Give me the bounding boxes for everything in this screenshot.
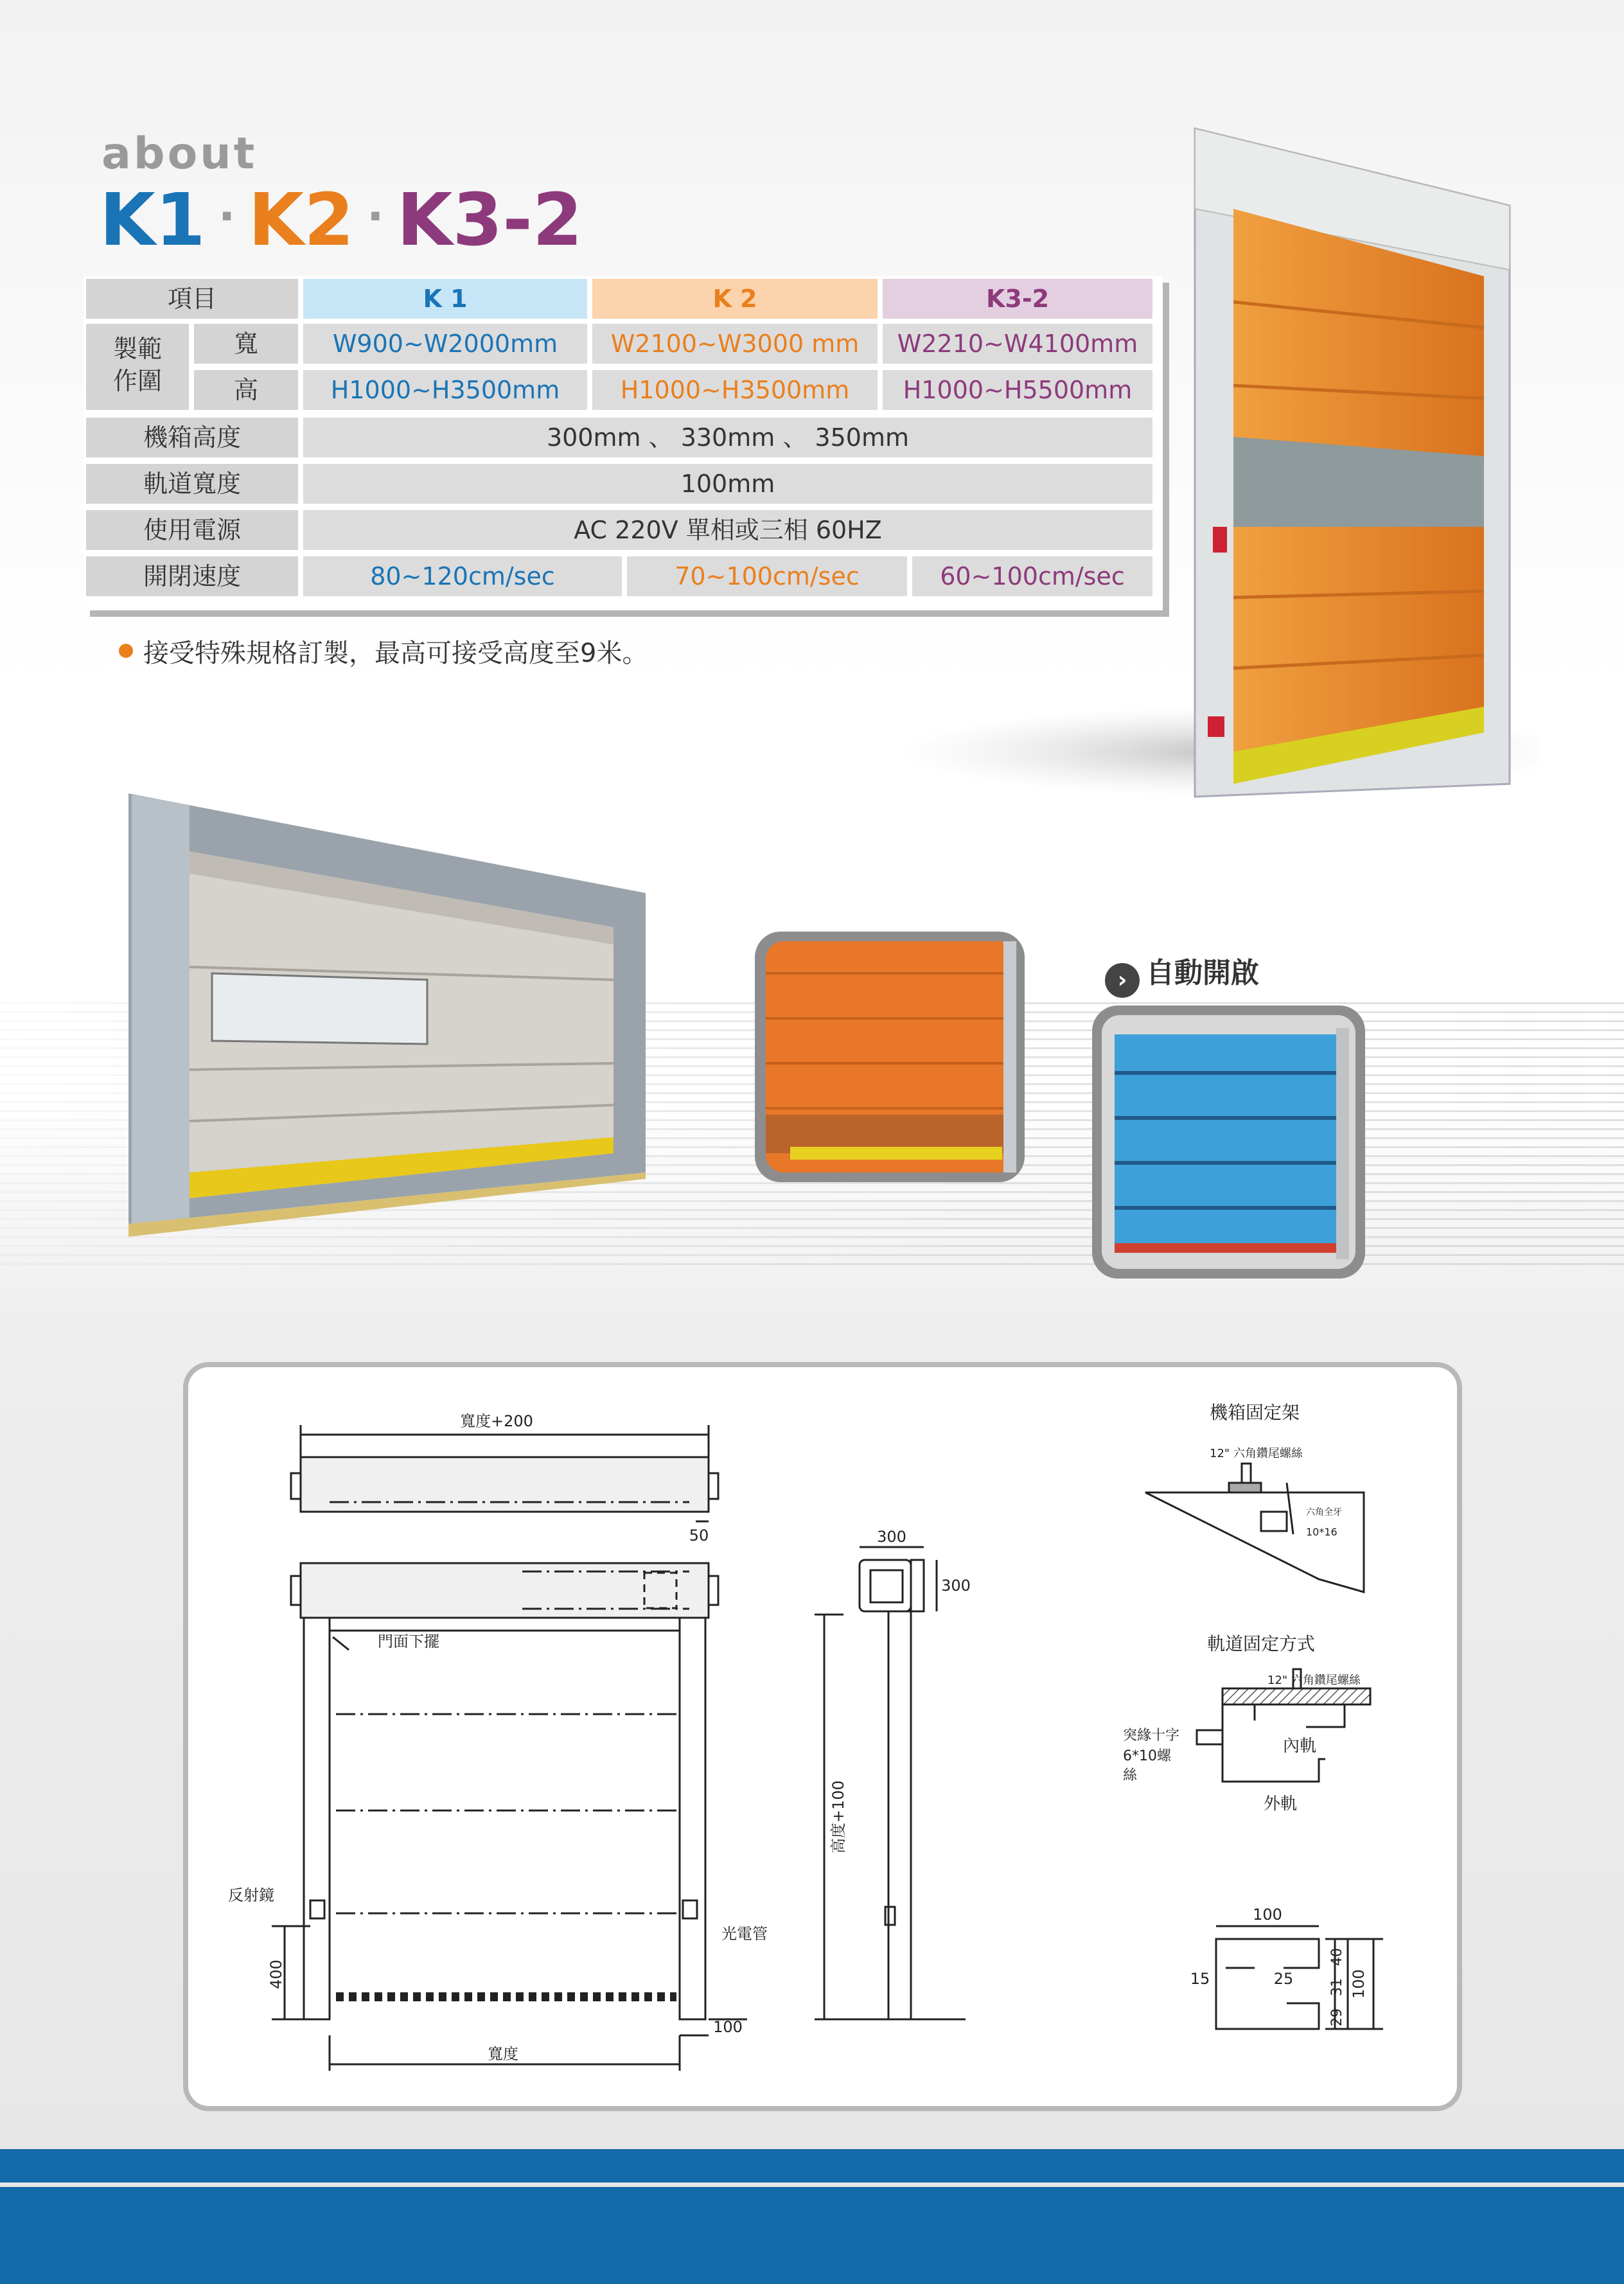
box-height-value: 300mm 、 330mm 、 350mm bbox=[303, 418, 1152, 457]
width-label: 寬 bbox=[194, 324, 298, 364]
width-k3: W2210~W4100mm bbox=[883, 324, 1152, 364]
dim-width: 寬度 bbox=[488, 2045, 518, 2063]
rail-width-value: 100mm bbox=[303, 464, 1152, 504]
cross-screw-line2: 6*10螺 bbox=[1123, 1748, 1171, 1764]
height-k3: H1000~H5500mm bbox=[883, 370, 1152, 410]
dim-29: 29 bbox=[1329, 2008, 1345, 2026]
hero-door-photo bbox=[835, 116, 1542, 810]
dim-100-rail: 100 bbox=[1253, 1906, 1282, 1924]
footer-band-bottom bbox=[0, 2187, 1624, 2284]
outer-rail-label: 外軌 bbox=[1263, 1794, 1298, 1814]
title-sep-2: · bbox=[367, 190, 384, 243]
dim-300-side: 300 bbox=[941, 1577, 971, 1595]
about-label: about bbox=[102, 128, 258, 179]
dim-100-bottom: 100 bbox=[713, 2018, 743, 2036]
header-k3: K3-2 bbox=[883, 279, 1152, 319]
box-height-label: 機箱高度 bbox=[86, 418, 298, 457]
dim-400: 400 bbox=[267, 1960, 285, 1989]
power-label: 使用電源 bbox=[86, 510, 298, 550]
height-k1: H1000~H3500mm bbox=[303, 370, 587, 410]
hex-label: 六角全牙 bbox=[1306, 1507, 1342, 1518]
special-order-note bbox=[119, 633, 648, 669]
header-item: 項目 bbox=[86, 279, 298, 319]
box-bracket-title: 機箱固定架 bbox=[1209, 1402, 1300, 1423]
dim-300-top: 300 bbox=[877, 1528, 906, 1546]
range-label-top: 製範 bbox=[112, 335, 162, 363]
rail-fix-title: 軌道固定方式 bbox=[1206, 1633, 1316, 1654]
reflector-label: 反射鏡 bbox=[228, 1886, 274, 1904]
dim-height-plus-100: 高度+100 bbox=[829, 1780, 847, 1854]
chevron-right-icon: › bbox=[1105, 963, 1140, 998]
title-k2: K2 bbox=[248, 179, 355, 262]
rail-width-label: 軌道寬度 bbox=[86, 464, 298, 504]
dim-25: 25 bbox=[1273, 1970, 1294, 1988]
dim-15: 15 bbox=[1190, 1970, 1210, 1988]
bullet-icon bbox=[119, 644, 133, 658]
dim-31: 31 bbox=[1329, 1978, 1345, 1996]
orange-door-photo bbox=[752, 928, 1034, 1192]
screw-12-label: 12" 六角鑽尾螺絲 bbox=[1210, 1447, 1303, 1460]
note-text: 接受特殊規格訂製，最高可接受高度至9米。 bbox=[143, 639, 648, 668]
screw-12b-label: 12" 六角鑽尾螺絲 bbox=[1267, 1674, 1361, 1687]
hex-size-label: 10*16 bbox=[1306, 1526, 1337, 1538]
footer-band-top bbox=[0, 2149, 1624, 2182]
power-value: AC 220V 單相或三相 60HZ bbox=[303, 510, 1152, 550]
photo-tube-label: 光電管 bbox=[721, 1925, 768, 1943]
title-k1: K1 bbox=[100, 179, 206, 262]
width-k1: W900~W2000mm bbox=[303, 324, 587, 364]
cross-screw-line3: 絲 bbox=[1123, 1767, 1138, 1784]
height-k2: H1000~H3500mm bbox=[592, 370, 878, 410]
auto-open-label bbox=[1105, 950, 1259, 998]
dim-50: 50 bbox=[689, 1527, 709, 1545]
header-k1: K 1 bbox=[303, 279, 587, 319]
technical-drawing bbox=[188, 1367, 1457, 2106]
width-k2: W2100~W3000 mm bbox=[592, 324, 878, 364]
dim-40: 40 bbox=[1329, 1948, 1345, 1966]
title-k3: K3-2 bbox=[396, 179, 583, 262]
door-bottom-label: 門面下擺 bbox=[378, 1633, 439, 1651]
auto-open-text: 自動開啟 bbox=[1146, 957, 1259, 989]
white-door-photo bbox=[125, 787, 658, 1256]
speed-k3: 60~100cm/sec bbox=[912, 556, 1152, 596]
speed-k2: 70~100cm/sec bbox=[627, 556, 907, 596]
dim-100-side: 100 bbox=[1350, 1969, 1368, 1999]
title-sep-1: · bbox=[218, 190, 236, 243]
inner-rail-label: 內軌 bbox=[1282, 1737, 1317, 1756]
speed-k1: 80~120cm/sec bbox=[303, 556, 622, 596]
page-title bbox=[100, 179, 583, 262]
cross-screw-line1: 突緣十字 bbox=[1123, 1728, 1180, 1744]
height-label: 高 bbox=[194, 370, 298, 410]
range-label-bottom: 作圍 bbox=[112, 367, 162, 395]
header-k2: K 2 bbox=[592, 279, 878, 319]
dim-width-plus-200: 寬度+200 bbox=[460, 1412, 533, 1430]
blue-door-photo bbox=[1089, 1002, 1372, 1285]
speed-label: 開閉速度 bbox=[86, 556, 298, 596]
technical-drawing-panel bbox=[183, 1362, 1462, 2111]
